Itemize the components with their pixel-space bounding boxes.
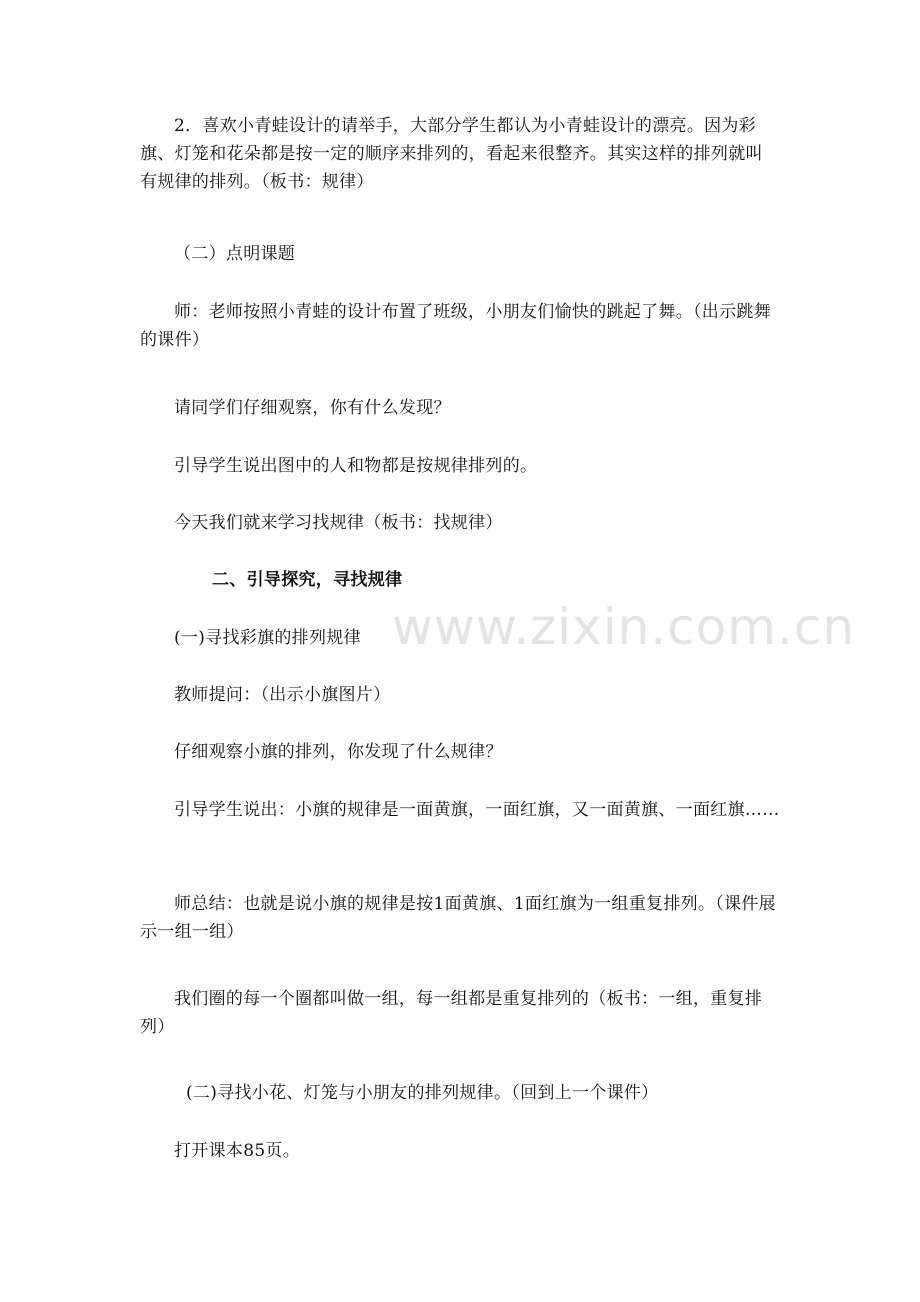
section-heading-explore: 二、引导探究，寻找规律	[212, 570, 403, 590]
paragraph-frog-design: 2．喜欢小青蛙设计的请举手，大部分学生都认为小青蛙设计的漂亮。因为彩旗、灯笼和花朵都是按一定的顺序来排列的，看起来很整齐。其实这样的排列就叫有规律的排列。（板书：规律）	[140, 116, 763, 192]
paragraph-open-textbook: 打开课本85页。	[174, 1141, 301, 1161]
paragraph-observe-flags: 仔细观察小旗的排列，你发现了什么规律？	[174, 742, 503, 762]
paragraph-teacher-question: 教师提问：（出示小旗图片）	[174, 685, 391, 705]
section-heading-topic: （二）点明课题	[174, 244, 296, 264]
paragraph-observe-question: 请同学们仔细观察，你有什么发现？	[174, 398, 451, 418]
subsection-flags: (一)寻找彩旗的排列规律	[174, 628, 361, 648]
paragraph-flag-pattern: 引导学生说出：小旗的规律是一面黄旗，一面红旗，又一面黄旗、一面红旗……	[174, 800, 780, 820]
paragraph-teacher-dance: 师：老师按照小青蛙的设计布置了班级，小朋友们愉快的跳起了舞。（出示跳舞的课件）	[140, 302, 771, 350]
paragraph-group-repeat: 我们圈的每一个圈都叫做一组，每一组都是重复排列的（板书：一组，重复排列）	[140, 989, 763, 1037]
subsection-flowers-lanterns: (二)寻找小花、灯笼与小朋友的排列规律。（回到上一个课件）	[186, 1083, 659, 1103]
watermark-logo: www.zixin.com.cn	[392, 598, 856, 656]
paragraph-guide-students: 引导学生说出图中的人和物都是按规律排列的。	[174, 456, 538, 476]
paragraph-teacher-summary: 师总结：也就是说小旗的规律是按1面黄旗、1面红旗为一组重复排列。（课件展示一组一组）	[140, 894, 776, 942]
paragraph-today-topic: 今天我们就来学习找规律（板书：找规律）	[174, 513, 503, 533]
